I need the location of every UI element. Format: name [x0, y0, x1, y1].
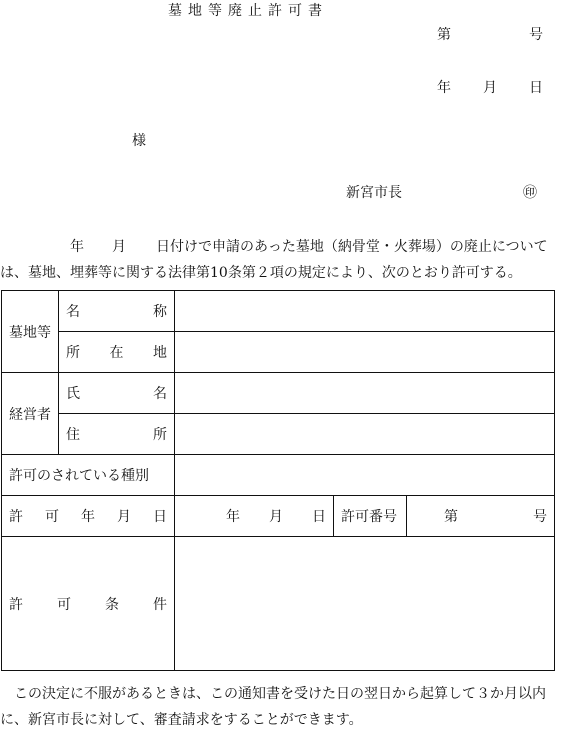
- conditions-label: 許 可 条 件: [2, 537, 175, 671]
- seal-mark: ㊞: [523, 185, 537, 201]
- location-field: [175, 332, 555, 373]
- issue-date: [437, 77, 543, 97]
- conditions-field: [175, 537, 555, 671]
- permit-type-label: 許可のされている種別: [2, 455, 175, 496]
- issue-date-month: 月: [483, 80, 497, 96]
- name-field: [175, 291, 555, 332]
- permit-number-field: 第 号: [407, 496, 555, 537]
- name-label: 名 称: [59, 291, 175, 332]
- location-label: 所 在 地: [59, 332, 175, 373]
- person-name-field: [175, 373, 555, 414]
- cemetery-group-label: 墓地等: [2, 291, 59, 373]
- permit-date-label: 許 可 年 月 日: [2, 496, 175, 537]
- addressee-honorific: 様: [132, 133, 146, 149]
- permit-date-field: 年 月 日: [175, 496, 334, 537]
- permit-number-label: 許可番号: [334, 496, 407, 537]
- appeal-notice-text: この決定に不服があるときは、この通知書を受けた日の翌日から起算して３か月以内に、新宮市長に対して、審査請求をすることができます。: [0, 686, 546, 728]
- permission-paragraph: [0, 234, 568, 286]
- para-month: 月: [112, 239, 126, 255]
- permit-table: [1, 290, 555, 671]
- issuer-name: 新宮市長: [346, 185, 402, 201]
- person-name-label: 氏 名: [59, 373, 175, 414]
- permit-type-field: [175, 455, 555, 496]
- issue-date-year: 年: [437, 80, 451, 96]
- number-suffix: 号: [529, 27, 543, 43]
- issue-date-day: 日: [529, 80, 543, 96]
- operator-group-label: 経営者: [2, 373, 59, 455]
- number-prefix: 第: [437, 27, 451, 43]
- document-number: [437, 24, 543, 44]
- address-field: [175, 414, 555, 455]
- address-label: 住 所: [59, 414, 175, 455]
- document-title: 墓地等廃止許可書: [168, 3, 328, 19]
- para-sentence: 日付けで申請のあった墓地（納骨堂・火葬場）の廃止については、墓地、埋葬等に関する法律第10条第２項の規定により、次のとおり許可する。: [0, 239, 548, 281]
- para-year: 年: [70, 239, 84, 255]
- appeal-notice: [0, 681, 568, 733]
